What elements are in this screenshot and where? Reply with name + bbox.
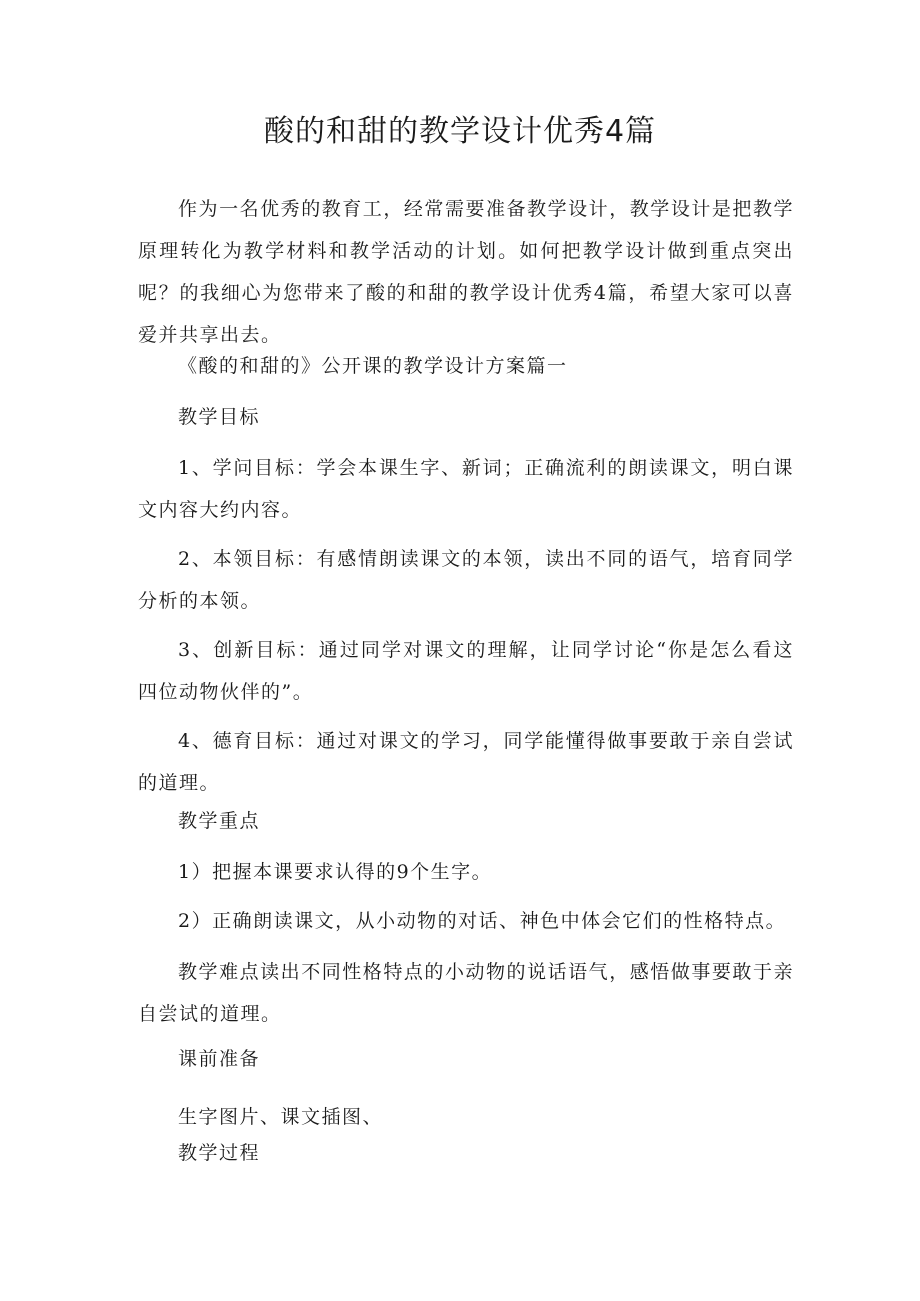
prep-heading: 课前准备 bbox=[178, 1048, 261, 1070]
goals-heading: 教学目标 bbox=[178, 406, 261, 428]
goal-item-4: 4、德育目标：通过对课文的学习，同学能懂得做事要敢于亲自尝试的道理。 bbox=[138, 730, 794, 794]
goal-item-1: 1、学问目标：学会本课生字、新词；正确流利的朗读课文，明白课文内容大约内容。 bbox=[138, 457, 794, 521]
key-point-1: 1）把握本课要求认得的9个生字。 bbox=[178, 861, 493, 883]
prep-items: 生字图片、课文插图、 bbox=[178, 1106, 384, 1128]
difficulty-paragraph: 教学难点读出不同性格特点的小动物的说话语气，感悟做事要敢于亲自尝试的道理。 bbox=[138, 961, 794, 1025]
key-points-heading: 教学重点 bbox=[178, 810, 261, 832]
goal-item-2: 2、本领目标：有感情朗读课文的本领，读出不同的语气，培育同学分析的本领。 bbox=[138, 548, 794, 612]
goal-item-3: 3、创新目标：通过同学对课文的理解，让同学讨论“你是怎么看这四位动物伙伴的”。 bbox=[138, 639, 794, 703]
intro-paragraph: 作为一名优秀的教育工，经常需要准备教学设计，教学设计是把教学原理转化为教学材料和教学活动的计划。如何把教学设计做到重点突出呢？的我细心为您带来了酸的和甜的教学设计优秀4篇，希望大家可以喜爱并共享出去。 bbox=[138, 198, 794, 346]
document-title: 酸的和甜的教学设计优秀4篇 bbox=[263, 114, 657, 149]
process-heading: 教学过程 bbox=[178, 1142, 261, 1164]
section-heading: 《酸的和甜的》公开课的教学设计方案篇一 bbox=[178, 355, 568, 377]
key-point-2: 2）正确朗读课文，从小动物的对话、神色中体会它们的性格特点。 bbox=[178, 910, 787, 932]
